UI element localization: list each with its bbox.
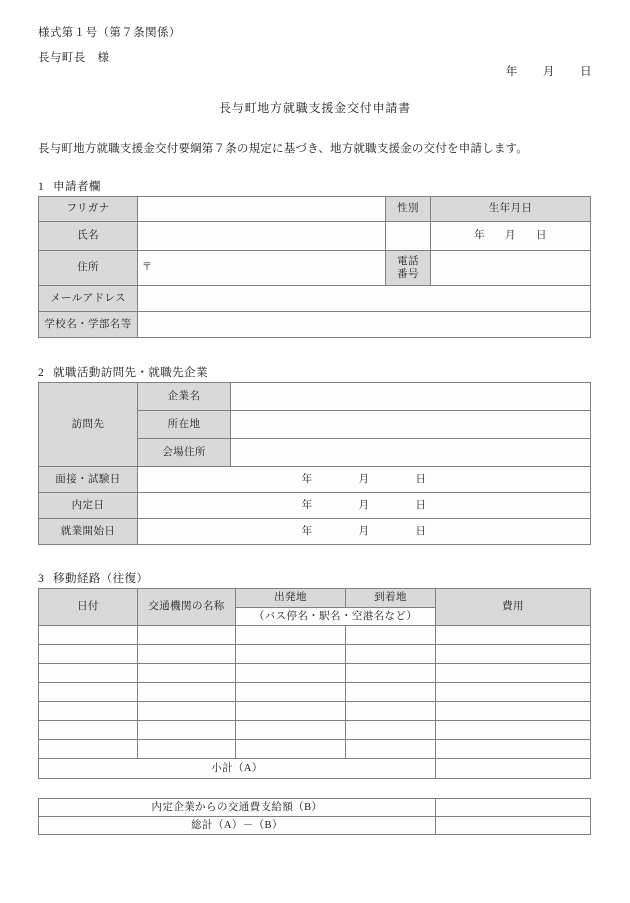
company-input[interactable] [231,383,591,411]
section-number: 1 [38,181,45,193]
date-year-label: 年 [505,66,518,78]
cell-arrival[interactable] [346,645,436,664]
cell-transport[interactable] [138,702,236,721]
cell-transport[interactable] [138,721,236,740]
table-row [39,312,591,338]
table-row [39,467,591,493]
cell-departure[interactable] [236,702,346,721]
table-row [39,702,591,721]
cell-date[interactable] [39,683,138,702]
cell-arrival[interactable] [346,740,436,759]
col-place-note: （バス停名・駅名・空港名など） [236,608,436,626]
school-input[interactable] [138,312,591,338]
venue-label: 会場住所 [138,439,231,467]
col-transport-header: 交通機関の名称 [138,589,236,626]
cell-transport[interactable] [138,664,236,683]
table-row [39,626,591,645]
table-row [39,645,591,664]
table-row [39,817,591,835]
totals-table [38,798,591,835]
table-row [39,759,591,779]
allowance-label: 内定企業からの交通費支給額（B） [39,799,436,817]
cell-departure[interactable] [236,664,346,683]
table-row [39,664,591,683]
year-label: 年 [301,499,313,511]
table-row [39,197,591,222]
cell-cost[interactable] [436,626,591,645]
cell-cost[interactable] [436,645,591,664]
birth-day-label: 日 [535,230,547,242]
school-label: 学校名・学部名等 [39,312,138,338]
start-date-label: 就業開始日 [39,519,138,545]
interview-date-label: 面接・試験日 [39,467,138,493]
table-row [39,799,591,817]
grand-total-label: 総計（A）－（B） [39,817,436,835]
cell-cost[interactable] [436,721,591,740]
cell-transport[interactable] [138,645,236,664]
cell-date[interactable] [39,702,138,721]
section-heading-applicant [38,178,101,194]
gender-input[interactable] [386,222,431,251]
table-row [39,286,591,312]
section-heading-route [38,570,148,586]
cell-arrival[interactable] [346,683,436,702]
cell-arrival[interactable] [346,702,436,721]
email-label: メールアドレス [39,286,138,312]
visit-table [38,382,591,545]
cell-departure[interactable] [236,683,346,702]
allowance-input[interactable] [436,799,591,817]
table-row [39,383,591,411]
applicant-table [38,196,591,338]
addressee: 長与町長 様 [38,52,110,64]
phone-label-line2: 番号 [397,269,419,280]
offer-date-label: 内定日 [39,493,138,519]
day-label: 日 [415,499,427,511]
phone-label-line1: 電話 [397,255,419,267]
email-input[interactable] [138,286,591,312]
col-date-header: 日付 [39,589,138,626]
birthdate-input[interactable] [431,222,591,251]
offer-date-input[interactable] [138,493,591,519]
cell-departure[interactable] [236,721,346,740]
col-departure-header: 出発地 [236,589,346,608]
month-label: 月 [358,525,370,537]
interview-date-input[interactable] [138,467,591,493]
table-row [39,740,591,759]
furigana-input[interactable] [138,197,386,222]
cell-departure[interactable] [236,740,346,759]
day-label: 日 [415,473,427,485]
furigana-label: フリガナ [39,197,138,222]
cell-departure[interactable] [236,645,346,664]
birthdate-label: 生年月日 [431,197,591,222]
name-input[interactable] [138,222,386,251]
cell-date[interactable] [39,740,138,759]
grand-total-input[interactable] [436,817,591,835]
name-label: 氏名 [39,222,138,251]
visit-group-label: 訪問先 [39,383,138,467]
table-row [39,222,591,251]
cell-arrival[interactable] [346,664,436,683]
intro-paragraph: 長与町地方就職支援金交付要綱第７条の規定に基づき、地方就職支援金の交付を申請します。 [38,143,529,155]
postal-mark-icon: 〒 [142,262,153,274]
table-row [39,251,591,286]
form-number: 様式第１号（第７条関係） [38,27,181,39]
cell-departure[interactable] [236,626,346,645]
company-label: 企業名 [138,383,231,411]
start-date-input[interactable] [138,519,591,545]
month-label: 月 [358,499,370,511]
table-header-row [39,589,591,608]
cell-arrival[interactable] [346,721,436,740]
cell-cost[interactable] [436,683,591,702]
cell-cost[interactable] [436,740,591,759]
cell-arrival[interactable] [346,626,436,645]
cell-date[interactable] [39,626,138,645]
date-month-label: 月 [542,66,555,78]
location-label: 所在地 [138,411,231,439]
section-label: 就職活動訪問先・就職先企業 [53,367,208,379]
section-number: 2 [38,367,45,379]
birth-year-label: 年 [474,230,486,242]
table-row [39,493,591,519]
subtotal-label: 小計（A） [39,759,436,779]
section-label: 申請者欄 [53,181,101,193]
month-label: 月 [358,473,370,485]
document-title: 長与町地方就職支援金交付申請書 [218,101,411,115]
address-label: 住所 [39,251,138,286]
cell-transport[interactable] [138,740,236,759]
table-row [39,519,591,545]
submission-date-line [506,63,592,79]
birth-month-label: 月 [505,230,516,242]
table-row [39,683,591,702]
section-number: 3 [38,573,45,585]
phone-label [386,251,431,286]
cell-date[interactable] [39,645,138,664]
route-table [38,588,591,779]
cell-date[interactable] [39,721,138,740]
col-cost-header: 費用 [436,589,591,626]
phone-input[interactable] [431,251,591,286]
day-label: 日 [415,525,427,537]
cell-transport[interactable] [138,626,236,645]
cell-cost[interactable] [436,664,591,683]
year-label: 年 [301,525,313,537]
section-label: 移動経路（往復） [53,573,149,585]
year-label: 年 [301,473,313,485]
venue-input[interactable] [231,439,591,467]
date-day-label: 日 [580,66,592,78]
location-input[interactable] [231,411,591,439]
cell-transport[interactable] [138,683,236,702]
address-input[interactable] [138,251,386,286]
subtotal-input[interactable] [436,759,591,779]
gender-label: 性別 [386,197,431,222]
section-heading-visit [38,364,208,380]
col-arrival-header: 到着地 [346,589,436,608]
table-row [39,721,591,740]
cell-cost[interactable] [436,702,591,721]
cell-date[interactable] [39,664,138,683]
